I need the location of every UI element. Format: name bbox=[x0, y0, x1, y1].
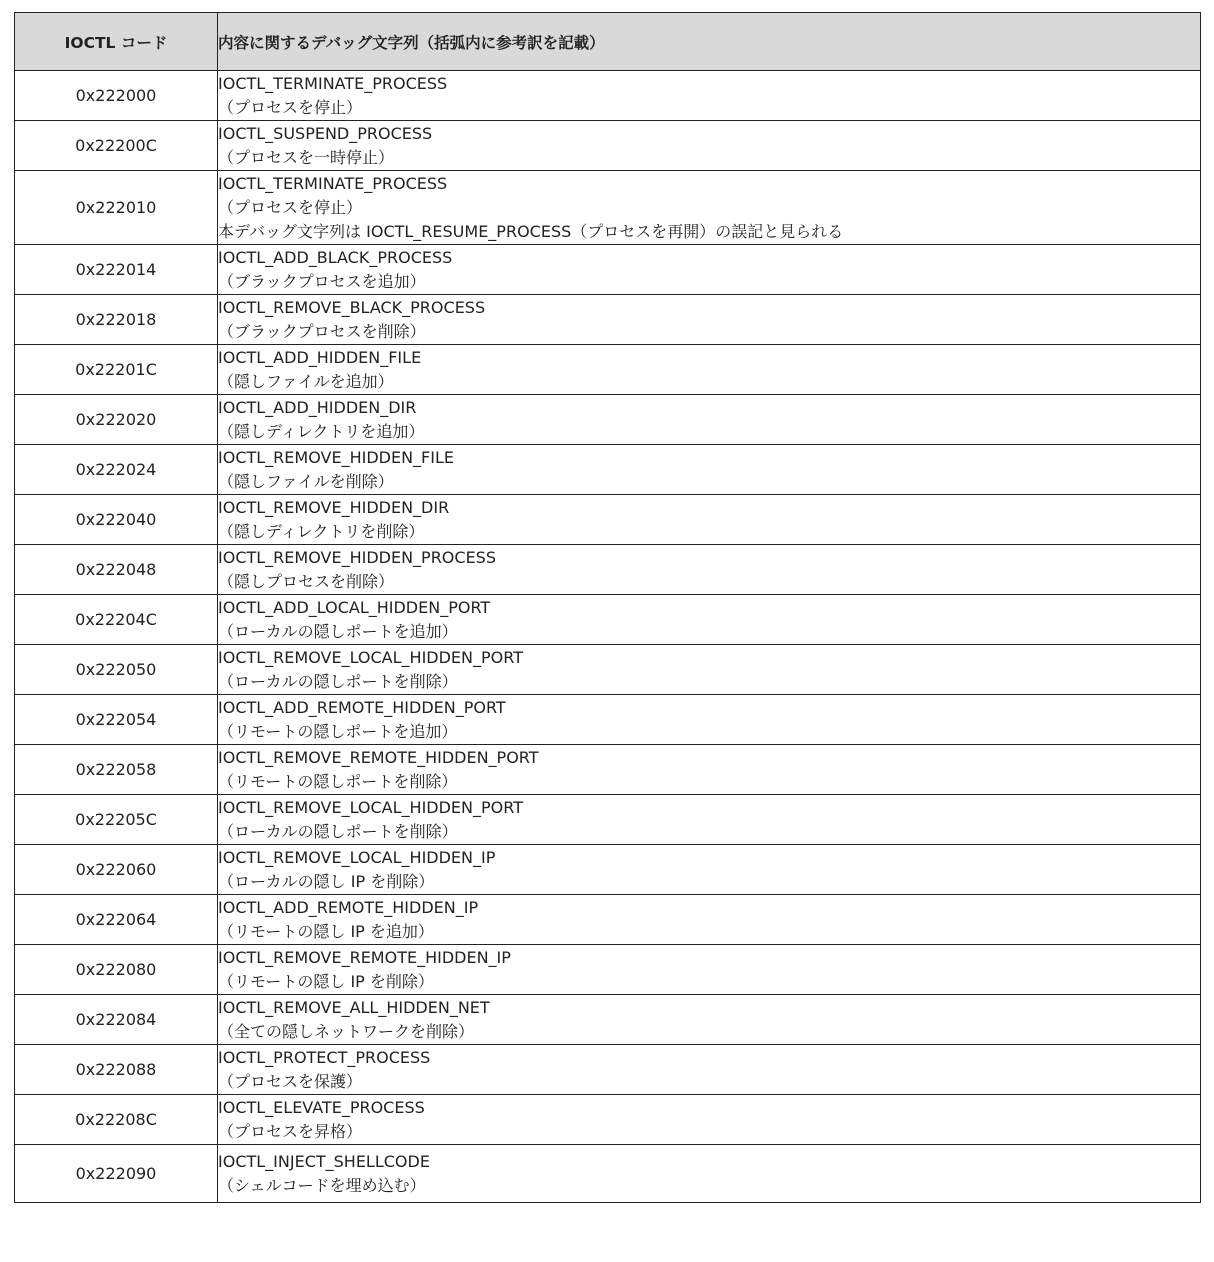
table-row bbox=[15, 845, 1201, 895]
table-row bbox=[15, 121, 1201, 171]
ioctl-code-cell: 0x222000 bbox=[15, 71, 218, 121]
ioctl-name: IOCTL_REMOVE_REMOTE_HIDDEN_IP bbox=[218, 947, 511, 967]
ioctl-note: （隠しディレクトリを削除） bbox=[218, 521, 425, 541]
ioctl-name: IOCTL_REMOVE_HIDDEN_PROCESS bbox=[218, 547, 496, 567]
ioctl-code-cell: 0x222014 bbox=[15, 245, 218, 295]
ioctl-name: IOCTL_ADD_HIDDEN_FILE bbox=[218, 347, 422, 367]
ioctl-note: （リモートの隠しポートを追加） bbox=[218, 721, 458, 741]
ioctl-note: （ローカルの隠しポートを削除） bbox=[218, 821, 458, 841]
ioctl-code-cell: 0x222050 bbox=[15, 645, 218, 695]
table-row bbox=[15, 495, 1201, 545]
ioctl-name: IOCTL_REMOVE_LOCAL_HIDDEN_IP bbox=[218, 847, 496, 867]
ioctl-name: IOCTL_ADD_REMOTE_HIDDEN_PORT bbox=[218, 697, 506, 717]
ioctl-name: IOCTL_REMOVE_HIDDEN_DIR bbox=[218, 497, 450, 517]
ioctl-name: IOCTL_ADD_HIDDEN_DIR bbox=[218, 397, 417, 417]
ioctl-note: （プロセスを一時停止） bbox=[218, 147, 395, 167]
table-row bbox=[15, 1045, 1201, 1095]
ioctl-code-cell: 0x222048 bbox=[15, 545, 218, 595]
ioctl-name: IOCTL_INJECT_SHELLCODE bbox=[218, 1151, 430, 1171]
table-row bbox=[15, 745, 1201, 795]
ioctl-name: IOCTL_REMOVE_LOCAL_HIDDEN_PORT bbox=[218, 797, 523, 817]
table-row bbox=[15, 1095, 1201, 1145]
ioctl-table bbox=[14, 12, 1201, 1203]
ioctl-note: （全ての隠しネットワークを削除） bbox=[218, 1021, 475, 1041]
ioctl-note: （シェルコードを埋め込む） bbox=[218, 1175, 426, 1195]
ioctl-name: IOCTL_ADD_LOCAL_HIDDEN_PORT bbox=[218, 597, 491, 617]
ioctl-note: （プロセスを昇格） bbox=[218, 1121, 363, 1141]
debug-string-cell bbox=[218, 445, 1201, 495]
table-row bbox=[15, 295, 1201, 345]
table-row bbox=[15, 545, 1201, 595]
ioctl-note: （リモートの隠し IP を追加） bbox=[218, 921, 434, 941]
ioctl-code-cell: 0x222020 bbox=[15, 395, 218, 445]
ioctl-note: （隠しファイルを追加） bbox=[218, 371, 394, 391]
ioctl-note: （プロセスを保護） bbox=[218, 1071, 363, 1091]
ioctl-note: （隠しディレクトリを追加） bbox=[218, 421, 425, 441]
header-debug-string: 内容に関するデバッグ文字列（括弧内に参考訳を記載） bbox=[218, 13, 1201, 71]
ioctl-note: （リモートの隠しポートを削除） bbox=[218, 771, 458, 791]
debug-string-cell bbox=[218, 345, 1201, 395]
debug-string-cell bbox=[218, 1145, 1201, 1203]
ioctl-code-cell: 0x222064 bbox=[15, 895, 218, 945]
table-row bbox=[15, 595, 1201, 645]
ioctl-name: IOCTL_ADD_BLACK_PROCESS bbox=[218, 247, 453, 267]
ioctl-code-cell: 0x222088 bbox=[15, 1045, 218, 1095]
ioctl-code-cell: 0x22208C bbox=[15, 1095, 218, 1145]
table-row bbox=[15, 995, 1201, 1045]
ioctl-name: IOCTL_REMOVE_LOCAL_HIDDEN_PORT bbox=[218, 647, 523, 667]
table-header-row bbox=[15, 13, 1201, 71]
table-row bbox=[15, 645, 1201, 695]
ioctl-note: （ローカルの隠しポートを追加） bbox=[218, 621, 458, 641]
ioctl-code-cell: 0x22200C bbox=[15, 121, 218, 171]
debug-string-cell bbox=[218, 495, 1201, 545]
debug-string-cell bbox=[218, 695, 1201, 745]
debug-string-cell bbox=[218, 545, 1201, 595]
debug-string-cell bbox=[218, 245, 1201, 295]
table-row bbox=[15, 445, 1201, 495]
ioctl-name: IOCTL_PROTECT_PROCESS bbox=[218, 1047, 431, 1067]
ioctl-note: （プロセスを停止） bbox=[218, 97, 363, 117]
ioctl-code-cell: 0x222040 bbox=[15, 495, 218, 545]
ioctl-code-cell: 0x222060 bbox=[15, 845, 218, 895]
debug-string-cell bbox=[218, 1095, 1201, 1145]
debug-string-cell bbox=[218, 995, 1201, 1045]
debug-string-cell bbox=[218, 595, 1201, 645]
ioctl-code-cell: 0x222010 bbox=[15, 171, 218, 245]
ioctl-name: IOCTL_SUSPEND_PROCESS bbox=[218, 123, 433, 143]
debug-string-cell bbox=[218, 645, 1201, 695]
ioctl-name: IOCTL_ELEVATE_PROCESS bbox=[218, 1097, 425, 1117]
table-row bbox=[15, 695, 1201, 745]
table-row bbox=[15, 795, 1201, 845]
ioctl-name: IOCTL_REMOVE_ALL_HIDDEN_NET bbox=[218, 997, 490, 1017]
header-ioctl-code: IOCTL コード bbox=[15, 13, 218, 71]
debug-string-cell bbox=[218, 71, 1201, 121]
ioctl-name: IOCTL_REMOVE_BLACK_PROCESS bbox=[218, 297, 486, 317]
debug-string-cell bbox=[218, 171, 1201, 245]
debug-string-cell bbox=[218, 945, 1201, 995]
debug-string-cell bbox=[218, 1045, 1201, 1095]
ioctl-name: IOCTL_ADD_REMOTE_HIDDEN_IP bbox=[218, 897, 479, 917]
ioctl-code-cell: 0x22201C bbox=[15, 345, 218, 395]
ioctl-code-cell: 0x22205C bbox=[15, 795, 218, 845]
ioctl-name: IOCTL_TERMINATE_PROCESS bbox=[218, 73, 448, 93]
table-row bbox=[15, 895, 1201, 945]
debug-string-cell bbox=[218, 395, 1201, 445]
ioctl-note: （ブラックプロセスを追加） bbox=[218, 271, 426, 291]
table-row bbox=[15, 1145, 1201, 1203]
debug-string-cell bbox=[218, 121, 1201, 171]
ioctl-code-cell: 0x222090 bbox=[15, 1145, 218, 1203]
table-row bbox=[15, 245, 1201, 295]
ioctl-note: （隠しプロセスを削除） bbox=[218, 571, 395, 591]
table-row bbox=[15, 171, 1201, 245]
ioctl-note: （ローカルの隠しポートを削除） bbox=[218, 671, 458, 691]
ioctl-note: （隠しファイルを削除） bbox=[218, 471, 394, 491]
ioctl-name: IOCTL_TERMINATE_PROCESS bbox=[218, 173, 448, 193]
ioctl-note: 本デバッグ文字列は IOCTL_RESUME_PROCESS（プロセスを再開）の誤記と見られる bbox=[218, 221, 844, 241]
ioctl-name: IOCTL_REMOVE_HIDDEN_FILE bbox=[218, 447, 454, 467]
ioctl-note: （プロセスを停止） bbox=[218, 197, 363, 217]
ioctl-code-cell: 0x222084 bbox=[15, 995, 218, 1045]
table-row bbox=[15, 345, 1201, 395]
ioctl-code-cell: 0x222024 bbox=[15, 445, 218, 495]
debug-string-cell bbox=[218, 295, 1201, 345]
debug-string-cell bbox=[218, 795, 1201, 845]
ioctl-note: （ブラックプロセスを削除） bbox=[218, 321, 426, 341]
ioctl-note: （ローカルの隠し IP を削除） bbox=[218, 871, 435, 891]
ioctl-code-cell: 0x222080 bbox=[15, 945, 218, 995]
debug-string-cell bbox=[218, 895, 1201, 945]
ioctl-code-cell: 0x222018 bbox=[15, 295, 218, 345]
debug-string-cell bbox=[218, 745, 1201, 795]
ioctl-name: IOCTL_REMOVE_REMOTE_HIDDEN_PORT bbox=[218, 747, 539, 767]
table-row bbox=[15, 71, 1201, 121]
ioctl-code-cell: 0x222054 bbox=[15, 695, 218, 745]
table-body bbox=[15, 71, 1201, 1203]
ioctl-code-cell: 0x222058 bbox=[15, 745, 218, 795]
table-row bbox=[15, 395, 1201, 445]
ioctl-note: （リモートの隠し IP を削除） bbox=[218, 971, 434, 991]
ioctl-code-cell: 0x22204C bbox=[15, 595, 218, 645]
table-row bbox=[15, 945, 1201, 995]
debug-string-cell bbox=[218, 845, 1201, 895]
